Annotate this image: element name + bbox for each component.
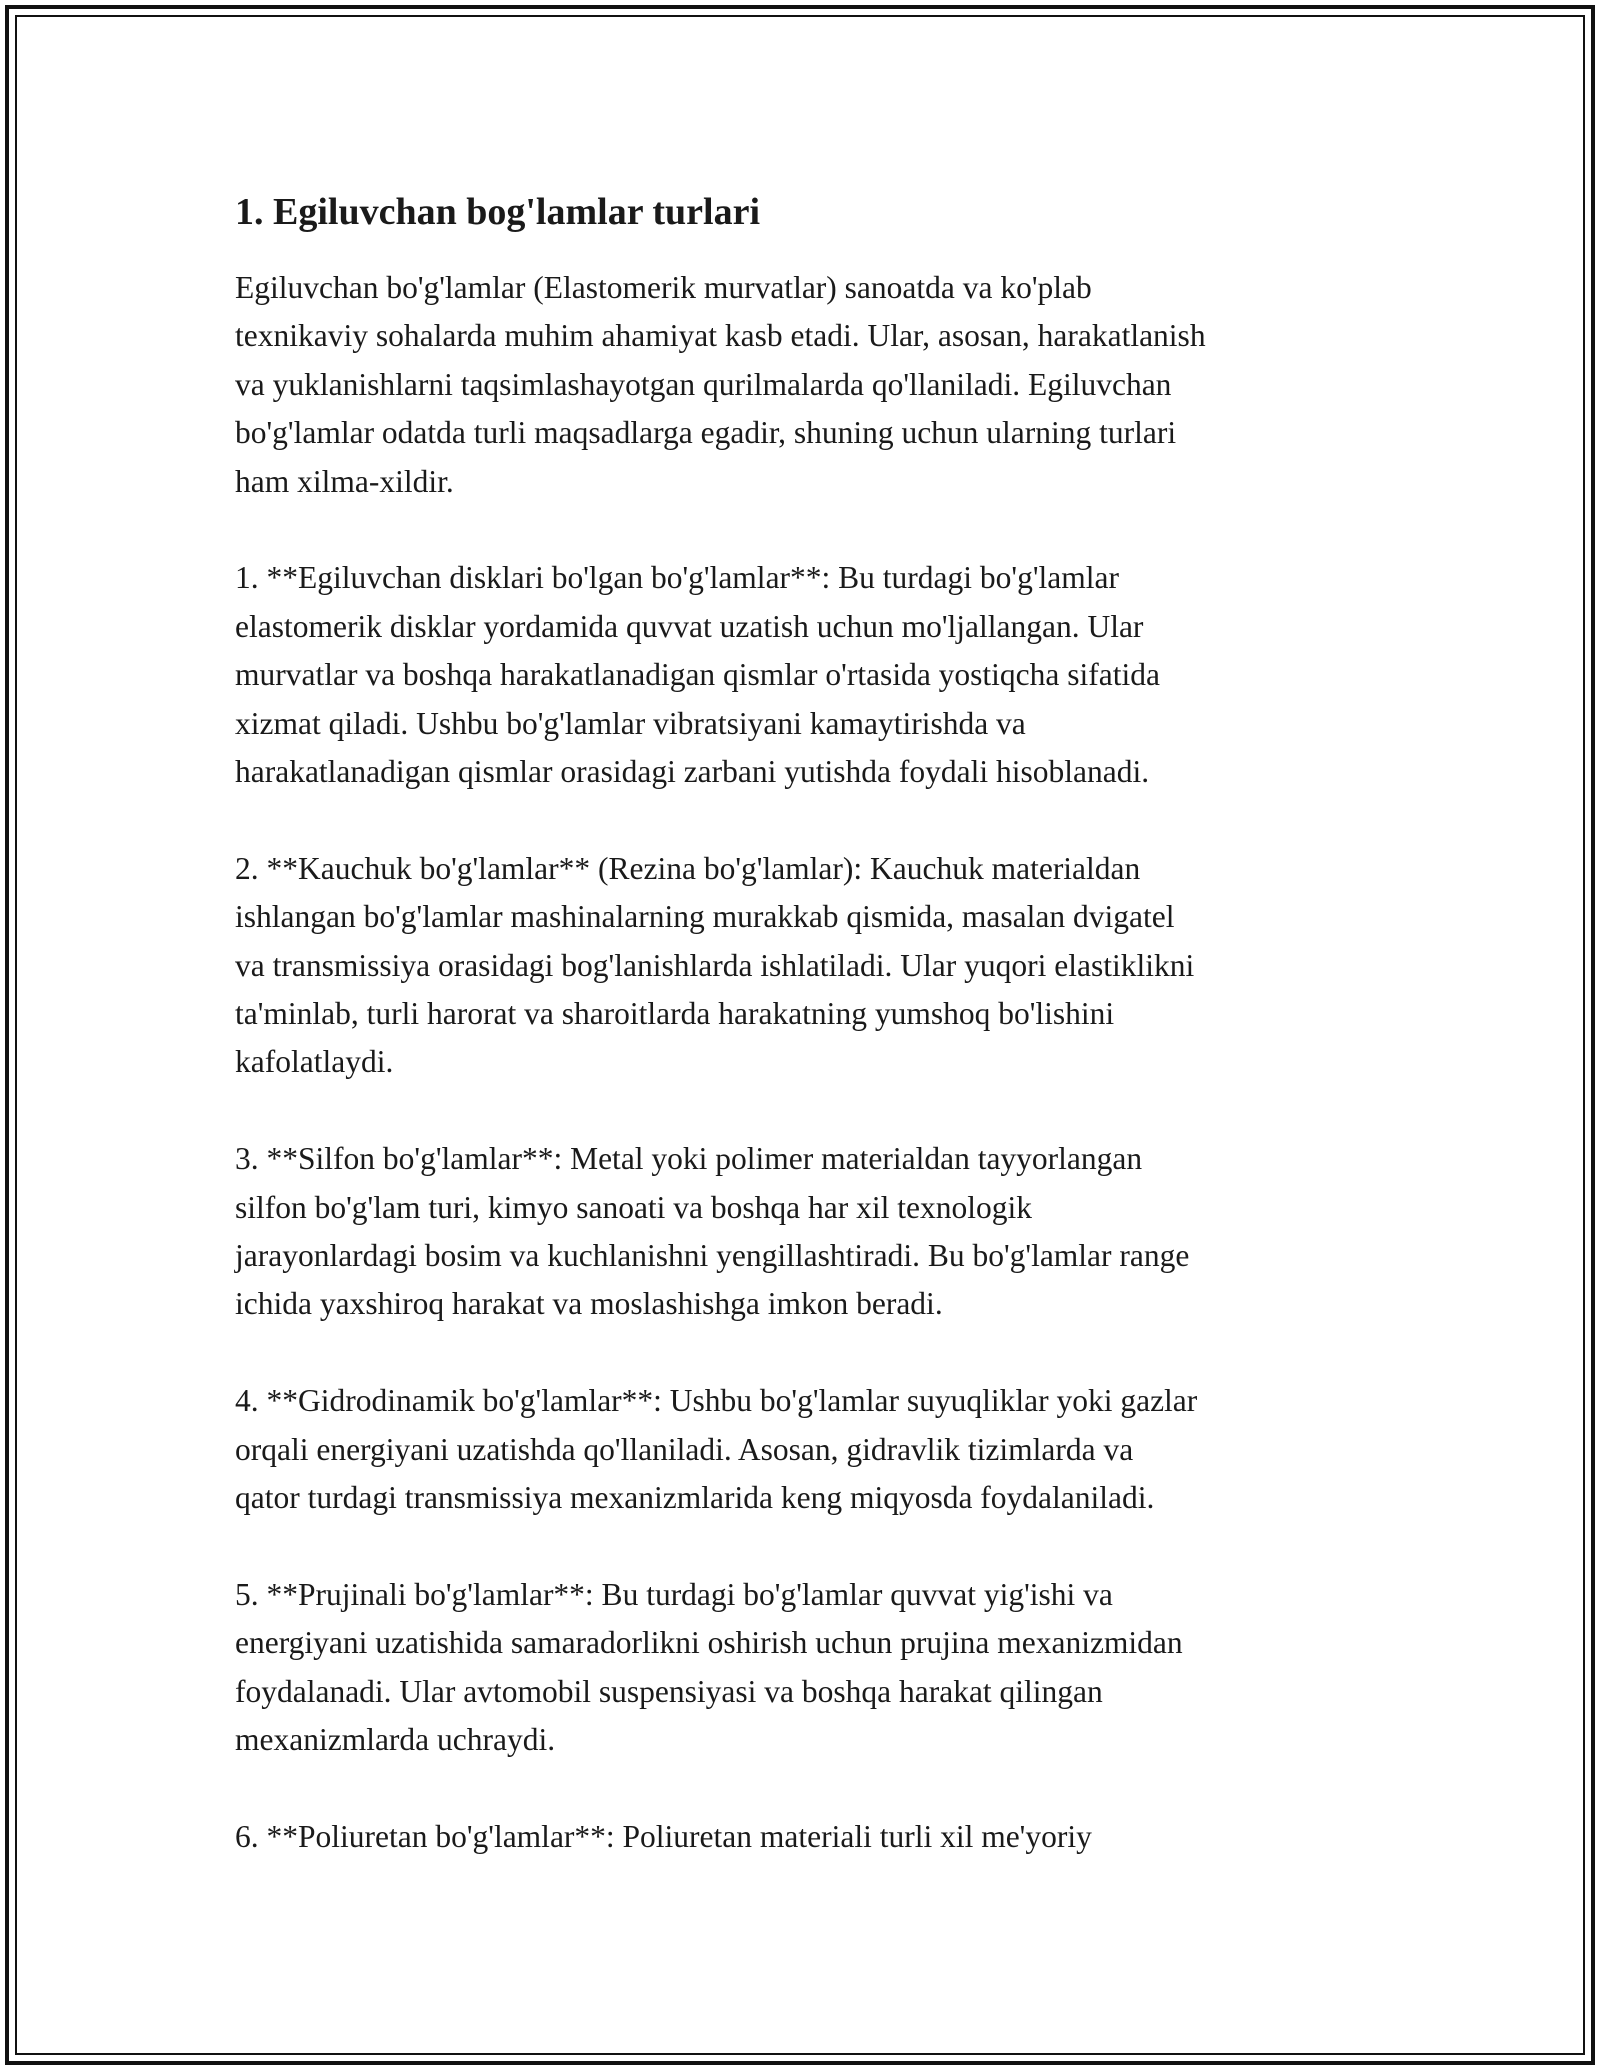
document-body bbox=[235, 186, 1385, 1910]
text-line: murvatlar va boshqa harakatlanadigan qismlar o'rtasida yostiqcha sifatida bbox=[235, 657, 1160, 693]
paragraph bbox=[235, 1813, 1385, 1861]
text-line: 1. **Egiluvchan disklari bo'lgan bo'g'lamlar**: Bu turdagi bo'g'lamlar bbox=[235, 560, 1119, 596]
text-line: xizmat qiladi. Ushbu bo'g'lamlar vibratsiyani kamaytirishda va bbox=[235, 705, 1026, 741]
text-line: ham xilma-xildir. bbox=[235, 463, 454, 499]
text-line: 2. **Kauchuk bo'g'lamlar** (Rezina bo'g'lamlar): Kauchuk materialdan bbox=[235, 850, 1141, 886]
text-line: mexanizmlarda uchraydi. bbox=[235, 1722, 556, 1758]
paragraph-list bbox=[235, 264, 1385, 1861]
text-line: ishlangan bo'g'lamlar mashinalarning murakkab qismida, masalan dvigatel bbox=[235, 899, 1175, 935]
text-line: foydalanadi. Ular avtomobil suspensiyasi va boshqa harakat qilingan bbox=[235, 1673, 1103, 1709]
text-line: texnikaviy sohalarda muhim ahamiyat kasb etadi. Ular, asosan, harakatlanish bbox=[235, 318, 1206, 354]
page-title: 1. Egiluvchan bog'lamlar turlari bbox=[235, 191, 761, 233]
text-line: 6. **Poliuretan bo'g'lamlar**: Poliuretan materiali turli xil me'yoriy bbox=[235, 1818, 1092, 1854]
text-line: silfon bo'g'lam turi, kimyo sanoati va boshqa har xil texnologik bbox=[235, 1189, 1032, 1225]
paragraph bbox=[235, 845, 1385, 1087]
text-line: elastomerik disklar yordamida quvvat uzatish uchun mo'ljallangan. Ular bbox=[235, 608, 1144, 644]
text-line: jarayonlardagi bosim va kuchlanishni yengillashtiradi. Bu bo'g'lamlar range bbox=[235, 1238, 1190, 1274]
text-line: ta'minlab, turli harorat va sharoitlarda harakatning yumshoq bo'lishini bbox=[235, 996, 1115, 1032]
text-line: va transmissiya orasidagi bog'lanishlarda ishlatiladi. Ular yuqori elastiklikni bbox=[235, 947, 1195, 983]
text-line: 5. **Prujinali bo'g'lamlar**: Bu turdagi bo'g'lamlar quvvat yig'ishi va bbox=[235, 1576, 1113, 1612]
text-line: 3. **Silfon bo'g'lamlar**: Metal yoki polimer materialdan tayyorlangan bbox=[235, 1141, 1143, 1177]
text-line: Egiluvchan bo'g'lamlar (Elastomerik murvatlar) sanoatda va ko'plab bbox=[235, 270, 1092, 305]
text-line: orqali energiyani uzatishda qo'llaniladi. Asosan, gidravlik tizimlarda va bbox=[235, 1431, 1134, 1467]
paragraph bbox=[235, 554, 1385, 796]
text-line: bo'g'lamlar odatda turli maqsadlarga egadir, shuning uchun ularning turlari bbox=[235, 415, 1177, 451]
text-line: ichida yaxshiroq harakat va moslashishga imkon beradi. bbox=[235, 1286, 943, 1322]
paragraph bbox=[235, 1571, 1385, 1765]
paragraph bbox=[235, 264, 1385, 506]
text-line: qator turdagi transmissiya mexanizmlarida keng miqyosda foydalaniladi. bbox=[235, 1480, 1155, 1516]
paragraph bbox=[235, 1377, 1385, 1522]
text-line: kafolatlaydi. bbox=[235, 1044, 394, 1080]
text-line: harakatlanadigan qismlar orasidagi zarbani yutishda foydali hisoblanadi. bbox=[235, 754, 1150, 790]
text-line: energiyani uzatishida samaradorlikni oshirish uchun prujina mexanizmidan bbox=[235, 1625, 1183, 1661]
paragraph bbox=[235, 1135, 1385, 1329]
text-line: va yuklanishlarni taqsimlashayotgan qurilmalarda qo'llaniladi. Egiluvchan bbox=[235, 366, 1172, 402]
text-line: 4. **Gidrodinamik bo'g'lamlar**: Ushbu bo'g'lamlar suyuqliklar yoki gazlar bbox=[235, 1383, 1198, 1419]
